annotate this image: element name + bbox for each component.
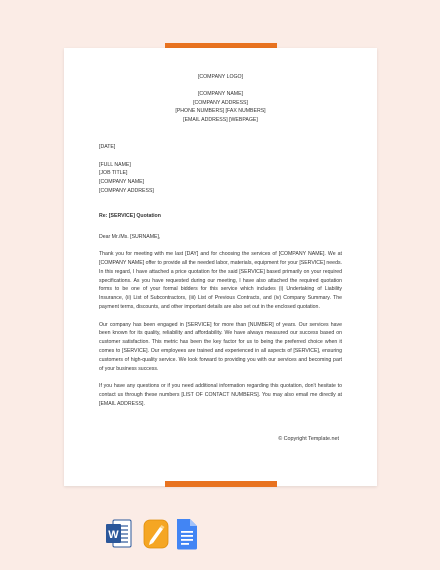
recipient-address: [COMPANY ADDRESS]	[99, 187, 154, 194]
letter-body	[99, 73, 342, 409]
pages-icon[interactable]	[142, 518, 170, 555]
company-info-block	[99, 90, 342, 125]
company-phone-fax: [PHONE NUMBERS] [FAX NUMBERS]	[175, 108, 266, 115]
company-email-web: [EMAIL ADDRESS] [WEBPAGE]	[183, 117, 258, 124]
company-address: [COMPANY ADDRESS]	[193, 99, 248, 106]
google-docs-icon[interactable]	[176, 518, 198, 555]
body-paragraph-2: Our company has been engaged in [SERVICE] for more than [NUMBER] of years. Our services have been known for its quality, reliability and affordability. We have always measured our success based on customer satisfaction. This metric has been the key factor for us to being the preferred choice when it comes to [SERVICE]. Our employees are trained and experienced in all aspects of [SERVICE], ensuring customers of high-quality service. We look forward to providing you with our services and becoming part of your business success.	[99, 321, 342, 372]
letter-subject: Re: [SERVICE] Quotation	[99, 212, 161, 219]
recipient-company: [COMPANY NAME]	[99, 179, 145, 186]
word-icon[interactable]	[106, 518, 132, 555]
recipient-block	[99, 161, 342, 196]
body-paragraph-1: Thank you for meeting with me last [DAY] and for choosing the services of [COMPANY NAME]. We at [COMPANY NAME] offer to provide all the needed labor, materials, equipment for your [SERVICE] needs. In this regard, I have attached a price quotation for the said [SERVICE] based primarily on your required specifications. As you have requested during our meeting, I have also attached the required quotation forms to be one of your formal bidders for this service which includes (i) Undertaking of Liability Insurance, (ii) List of Subcontractors, (iii) List of Previous Contracts, and (iv) Company Summary. The payment terms, discounts, and other important details are also set out in the enclosed quotation.	[99, 251, 342, 310]
letter-date: [DATE]	[99, 143, 116, 150]
copyright-text: © Copyright Template.net	[278, 436, 339, 442]
letter-page	[64, 48, 377, 486]
bottom-accent-bar	[165, 481, 277, 487]
company-name: [COMPANY NAME]	[197, 90, 244, 97]
company-logo-placeholder: [COMPANY LOGO]	[197, 74, 244, 80]
letter-salutation: Dear Mr./Ms. [SURNAME],	[99, 233, 161, 240]
recipient-name: [FULL NAME]	[99, 161, 131, 168]
company-logo-block	[99, 73, 342, 82]
body-paragraph-3: If you have any questions or if you need additional information regarding this quotation, don't hesitate to contact us through these numbers [LIST OF CONTACT NUMBERS]. You may also email me directly at [EMAIL ADDRESS].	[99, 383, 342, 407]
recipient-title: [JOB TITLE]	[99, 170, 128, 177]
word-letter: W	[108, 529, 119, 541]
